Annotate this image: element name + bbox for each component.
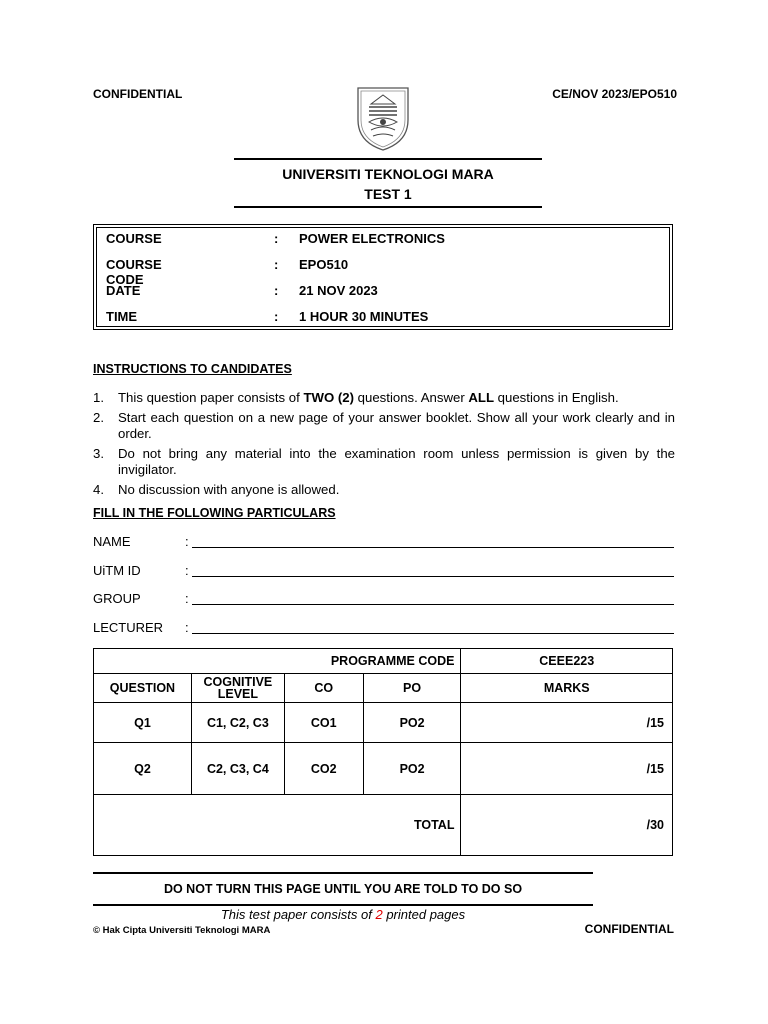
time-value: 1 HOUR 30 MINUTES [299, 309, 429, 324]
question-cell: Q2 [94, 743, 192, 795]
date-label: DATE [106, 283, 141, 298]
university-logo [355, 86, 411, 152]
lecturer-label: LECTURER [93, 620, 164, 635]
programme-code-value: CEEE223 [461, 649, 673, 674]
instruction-text: No discussion with anyone is allowed. [118, 482, 340, 497]
copyright-notice: © Hak Cipta Universiti Teknologi MARA [93, 925, 271, 936]
instructions-heading: INSTRUCTIONS TO CANDIDATES [93, 362, 292, 376]
instruction-text: questions. Answer [354, 390, 469, 405]
title-top-rule [234, 158, 542, 160]
name-sep: : [185, 534, 189, 549]
co-cell: CO1 [284, 703, 363, 743]
course-code-value: EPO510 [299, 257, 349, 272]
instruction-text: Start each question on a new page of your answer booklet. Show all your work clearly and in order. [118, 410, 675, 441]
instruction-number: 4. [93, 482, 104, 497]
column-header: CO [284, 674, 363, 703]
column-header: MARKS [461, 674, 673, 703]
instruction-text: This question paper consists of [118, 390, 304, 405]
instruction-emphasis: ALL [468, 390, 495, 405]
cognitive-cell: C2, C3, C4 [191, 743, 284, 795]
programme-code-label: PROGRAMME CODE [94, 649, 461, 674]
marks-cell[interactable]: /15 [461, 703, 673, 743]
cognitive-cell: C1, C2, C3 [191, 703, 284, 743]
total-label: TOTAL [94, 795, 461, 856]
column-header: QUESTION [94, 674, 192, 703]
footer-confidential: CONFIDENTIAL [584, 922, 674, 936]
instruction-emphasis: TWO (2) [303, 390, 355, 405]
header-confidential: CONFIDENTIAL [93, 87, 183, 101]
table-header-row [94, 674, 673, 703]
group-sep: : [185, 591, 189, 606]
course-code-sep: : [274, 257, 279, 272]
course-sep: : [274, 231, 279, 246]
column-header: PO [363, 674, 461, 703]
instruction-text: questions in English. [494, 390, 619, 405]
table-row [94, 743, 673, 795]
instruction-number: 2. [93, 410, 104, 425]
instruction-item [93, 482, 675, 498]
time-sep: : [274, 309, 279, 324]
date-sep: : [274, 283, 279, 298]
instruction-item [93, 410, 675, 442]
header-reference-code: CE/NOV 2023/EPO510 [552, 87, 677, 101]
marks-cell[interactable]: /15 [461, 743, 673, 795]
column-header: COGNITIVE LEVEL [191, 674, 284, 703]
question-cell: Q1 [94, 703, 192, 743]
course-label: COURSE [106, 231, 162, 246]
warning-bottom-rule [93, 904, 593, 906]
warning-top-rule [93, 872, 593, 874]
instructions-list [93, 390, 675, 502]
uitm-id-sep: : [185, 563, 189, 578]
instruction-number: 3. [93, 446, 104, 461]
name-line[interactable] [192, 547, 674, 548]
instruction-number: 1. [93, 390, 104, 405]
page-count-number: 2 [375, 907, 383, 922]
lecturer-line[interactable] [192, 633, 674, 634]
co-cell: CO2 [284, 743, 363, 795]
programme-code-row [94, 649, 673, 674]
page-count-text: printed pages [382, 907, 466, 922]
course-code-label: COURSE CODE [106, 257, 162, 287]
title-bottom-rule [234, 206, 542, 208]
course-info-box [93, 224, 673, 330]
total-row [94, 795, 673, 856]
particulars-heading: FILL IN THE FOLLOWING PARTICULARS [93, 506, 336, 520]
uitm-id-label: UiTM ID [93, 563, 141, 578]
uitm-id-line[interactable] [192, 576, 674, 577]
total-marks-cell[interactable]: /30 [461, 795, 673, 856]
test-title: TEST 1 [364, 186, 412, 202]
instruction-text: Do not bring any material into the examination room unless permission is given by the invigilator. [118, 446, 675, 477]
course-value: POWER ELECTRONICS [299, 231, 445, 246]
table-row [94, 703, 673, 743]
po-cell: PO2 [363, 703, 461, 743]
university-crest-icon [355, 86, 411, 152]
po-cell: PO2 [363, 743, 461, 795]
university-name: UNIVERSITI TEKNOLOGI MARA [282, 166, 494, 182]
warning-text: DO NOT TURN THIS PAGE UNTIL YOU ARE TOLD TO DO SO [163, 882, 523, 896]
instruction-item [93, 446, 675, 478]
page-count-text: This test paper consists of [220, 907, 376, 922]
instruction-item [93, 390, 675, 406]
lecturer-sep: : [185, 620, 189, 635]
name-label: NAME [93, 534, 131, 549]
group-label: GROUP [93, 591, 141, 606]
group-line[interactable] [192, 604, 674, 605]
page-count-note [93, 907, 593, 922]
marks-table [93, 648, 673, 856]
date-value: 21 NOV 2023 [299, 283, 378, 298]
time-label: TIME [106, 309, 138, 324]
